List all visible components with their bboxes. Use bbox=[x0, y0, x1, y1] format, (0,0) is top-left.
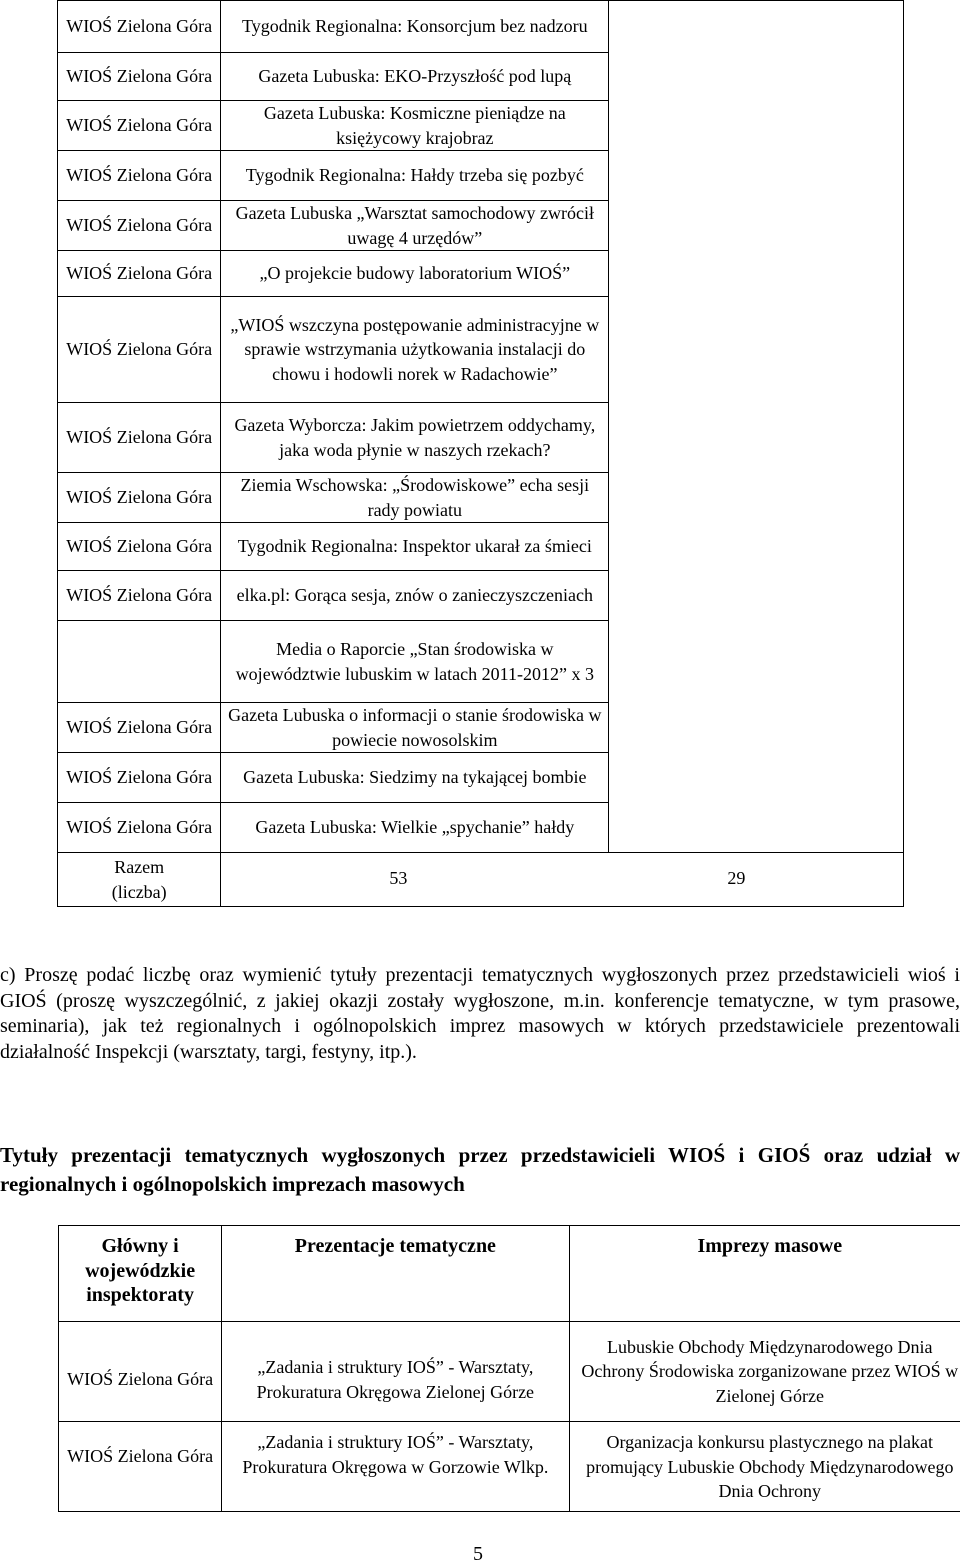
row-publication-title: Tygodnik Regionalna: Konsorcjum bez nadzoru bbox=[221, 1, 609, 53]
row-inspectorate: WIOŚ Zielona Góra bbox=[58, 251, 221, 297]
header-inspectorates: Główny i wojewódzkie inspektoraty bbox=[59, 1226, 222, 1322]
total-label bbox=[58, 853, 221, 907]
row-publication-title: Ziemia Wschowska: „Środowiskowe” echa sesji rady powiatu bbox=[221, 473, 609, 523]
total-label-line2: (liczba) bbox=[111, 881, 167, 902]
row-inspectorate: WIOŚ Zielona Góra bbox=[58, 151, 221, 201]
row-inspectorate: WIOŚ Zielona Góra bbox=[58, 101, 221, 151]
row-publication-title: Gazeta Lubuska: EKO-Przyszłość pod lupą bbox=[221, 53, 609, 101]
total-value-2: 29 bbox=[727, 868, 746, 888]
total-values bbox=[221, 853, 904, 907]
row-inspectorate: WIOŚ Zielona Góra bbox=[58, 703, 221, 753]
row-publication-title: Gazeta Lubuska „Warsztat samochodowy zwrócił uwagę 4 urzędów” bbox=[221, 201, 609, 251]
section-heading: Tytuły prezentacji tematycznych wygłoszonych przez przedstawicieli WIOŚ i GIOŚ oraz udział w regionalnych i ogólnopolskich imprezach masowych bbox=[0, 1143, 960, 1196]
row-inspectorate: WIOŚ Zielona Góra bbox=[58, 473, 221, 523]
row-inspectorate: WIOŚ Zielona Góra bbox=[58, 753, 221, 803]
row-publication-title: Gazeta Lubuska: Wielkie „spychanie” hałdy bbox=[221, 803, 609, 853]
row-inspectorate: WIOŚ Zielona Góra bbox=[58, 523, 221, 571]
media-publications-table bbox=[57, 0, 904, 907]
table-row bbox=[59, 1322, 960, 1422]
total-label-line1: Razem bbox=[114, 857, 165, 877]
row-inspectorate: WIOŚ Zielona Góra bbox=[58, 297, 221, 403]
row-event: Organizacja konkursu plastycznego na plakat promujący Lubuskie Obchody Międzynarodowego Dnia Ochrony bbox=[569, 1422, 960, 1512]
table-row bbox=[59, 1422, 960, 1512]
row-publication-title: Gazeta Wyborcza: Jakim powietrzem oddychamy, jaka woda płynie w naszych rzekach? bbox=[221, 403, 609, 473]
row-inspectorate: WIOŚ Zielona Góra bbox=[58, 803, 221, 853]
row-publication-title: Tygodnik Regionalna: Hałdy trzeba się pozbyć bbox=[221, 151, 609, 201]
row-publication-title: Gazeta Lubuska: Kosmiczne pieniądze na księżycowy krajobraz bbox=[221, 101, 609, 151]
page-number: 5 bbox=[473, 1543, 483, 1565]
row-inspectorate: WIOŚ Zielona Góra bbox=[58, 1, 221, 53]
header-events: Imprezy masowe bbox=[569, 1226, 960, 1322]
row-presentation: „Zadania i struktury IOŚ” - Warsztaty, Prokuratura Okręgowa w Gorzowie Wlkp. bbox=[222, 1422, 569, 1512]
row-publication-title: elka.pl: Gorąca sesja, znów o zanieczyszczeniach bbox=[221, 571, 609, 621]
row-publication-title: „WIOŚ wszczyna postępowanie administracyjne w sprawie wstrzymania użytkowania instalacji do chowu i hodowli norek w Radachowie” bbox=[221, 297, 609, 403]
row-publication-title: Gazeta Lubuska: Siedzimy na tykającej bombie bbox=[221, 753, 609, 803]
row-inspectorate: WIOŚ Zielona Góra bbox=[58, 403, 221, 473]
header-presentations: Prezentacje tematyczne bbox=[222, 1226, 569, 1322]
row-publication-title: Gazeta Lubuska o informacji o stanie środowiska w powiecie nowosolskim bbox=[221, 703, 609, 753]
row-inspectorate: WIOŚ Zielona Góra bbox=[58, 53, 221, 101]
row-publication-title: Tygodnik Regionalna: Inspektor ukarał za śmieci bbox=[221, 523, 609, 571]
row-event: Lubuskie Obchody Międzynarodowego Dnia Ochrony Środowiska zorganizowane przez WIOŚ w Zielonej Górze bbox=[569, 1322, 960, 1422]
row-inspectorate: WIOŚ Zielona Góra bbox=[59, 1422, 222, 1512]
row-inspectorate: WIOŚ Zielona Góra bbox=[58, 571, 221, 621]
table-row bbox=[58, 1, 904, 53]
question-c-paragraph: c) Proszę podać liczbę oraz wymienić tytuły prezentacji tematycznych wygłoszonych przez przedstawicieli wioś i GIOŚ (proszę wyszczególnić, z jakiej okazji zostały wygłoszone, m.in. konferencje tematyczne, w tym prasowe, seminaria), jak też regionalnych i ogólnopolskich imprez masowych w których przedstawiciele prezentowali działalność Inspekcji (warsztaty, targi, festyny, itp.). bbox=[0, 964, 960, 1064]
total-row bbox=[58, 853, 904, 907]
table-header-row bbox=[59, 1226, 960, 1322]
row-publication-title: Media o Raporcie „Stan środowiska w województwie lubuskim w latach 2011-2012” x 3 bbox=[221, 621, 609, 703]
row-inspectorate: WIOŚ Zielona Góra bbox=[59, 1322, 222, 1422]
row-presentation: „Zadania i struktury IOŚ” - Warsztaty, Prokuratura Okręgowa Zielonej Górze bbox=[222, 1322, 569, 1422]
row-inspectorate bbox=[58, 621, 221, 703]
presentations-events-table bbox=[58, 1225, 960, 1512]
total-value-1: 53 bbox=[389, 868, 408, 888]
empty-column bbox=[609, 1, 904, 853]
row-inspectorate: WIOŚ Zielona Góra bbox=[58, 201, 221, 251]
row-publication-title: „O projekcie budowy laboratorium WIOŚ” bbox=[221, 251, 609, 297]
